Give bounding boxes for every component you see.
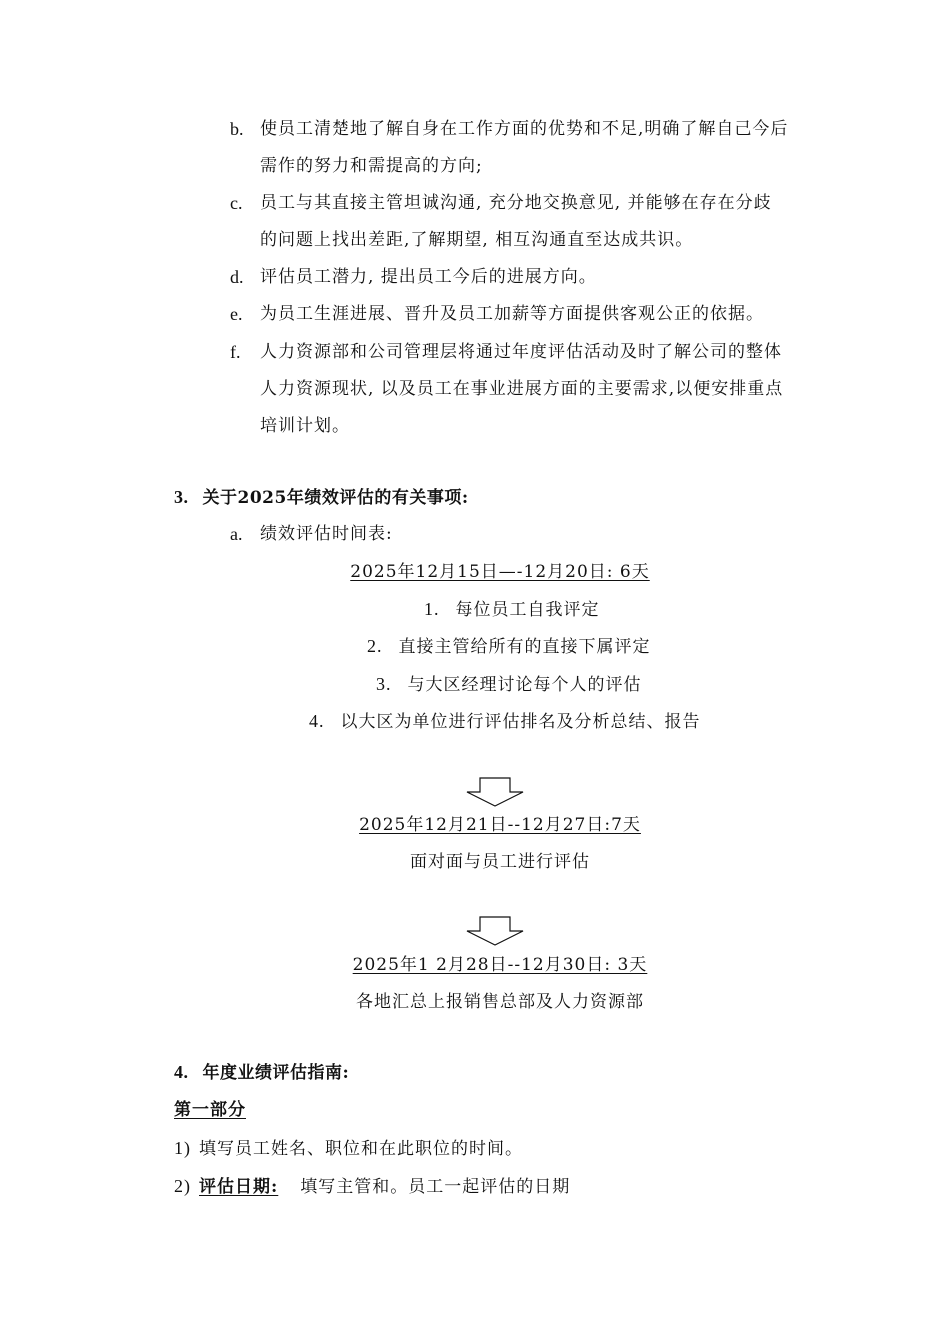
guide-item-2 xyxy=(174,1171,570,1202)
section-title: 关于2025年绩效评估的有关事项: xyxy=(202,488,469,508)
phase-date-text: 2025年12月15日—-12月20日: 6天 xyxy=(350,562,650,582)
objective-item-f xyxy=(230,334,830,445)
item-label: 评估日期: xyxy=(199,1177,279,1197)
list-marker: b. xyxy=(230,119,244,139)
list-marker: e. xyxy=(230,304,243,324)
objective-line: 人力资源现状, 以及员工在事业进展方面的主要需求,以便安排重点 xyxy=(260,379,784,399)
item-number: 2) xyxy=(174,1176,191,1196)
phase-date-text: 2025年12月21日--12月27日:7天 xyxy=(359,815,641,835)
section-number: 4. xyxy=(174,1062,189,1082)
objective-line: 使员工清楚地了解自身在工作方面的优势和不足,明确了解自己今后 xyxy=(260,119,789,139)
phase-1-date xyxy=(0,557,950,587)
step-number: 4. xyxy=(309,711,325,731)
phase-2-description xyxy=(0,847,950,877)
step-text: 以大区为单位进行评估排名及分析总结、报告 xyxy=(340,712,701,732)
phase-desc-text: 面对面与员工进行评估 xyxy=(410,852,590,872)
phase-2-date xyxy=(0,810,950,840)
phase-date-text: 2025年1 2月28日--12月30日: 3天 xyxy=(352,955,648,975)
objective-line: 评估员工潜力, 提出员工今后的进展方向。 xyxy=(260,267,597,287)
item-number: 1) xyxy=(174,1138,191,1158)
objective-line: 需作的努力和需提高的方向; xyxy=(260,156,483,176)
objective-item-c xyxy=(230,185,830,259)
item-text: 填写员工姓名、职位和在此职位的时间。 xyxy=(199,1139,523,1159)
list-marker: d. xyxy=(230,267,244,287)
item-text: 填写主管和。员工一起评估的日期 xyxy=(300,1177,571,1197)
list-marker: a. xyxy=(230,524,243,544)
section-4-heading xyxy=(174,1057,349,1088)
objective-line: 为员工生涯进展、晋升及员工加薪等方面提供客观公正的依据。 xyxy=(260,304,764,324)
part-title-text: 第一部分 xyxy=(174,1100,246,1120)
part-one-title xyxy=(174,1095,246,1125)
down-arrow-icon xyxy=(466,916,524,946)
objective-item-b xyxy=(230,111,830,185)
section-number: 3. xyxy=(174,487,189,507)
section-3-item-a xyxy=(230,516,830,553)
phase-desc-text: 各地汇总上报销售总部及人力资源部 xyxy=(356,992,644,1012)
section-3-heading xyxy=(174,482,469,513)
objective-line: 人力资源部和公司管理层将通过年度评估活动及时了解公司的整体 xyxy=(260,342,782,362)
objective-item-d xyxy=(230,259,830,296)
step-text: 与大区经理讨论每个人的评估 xyxy=(407,675,642,695)
step-number: 2. xyxy=(367,636,383,656)
step-number: 3. xyxy=(376,674,392,694)
step-number: 1. xyxy=(424,599,440,619)
objective-line: 的问题上找出差距,了解期望, 相互沟通直至达成共识。 xyxy=(260,230,694,250)
section-title: 年度业绩评估指南: xyxy=(202,1063,350,1083)
step-text: 每位员工自我评定 xyxy=(455,600,600,620)
objective-line: 培训计划。 xyxy=(260,416,350,436)
list-marker: f. xyxy=(230,342,241,362)
down-arrow-icon xyxy=(466,777,524,807)
phase-3-description xyxy=(0,987,950,1017)
item-text: 绩效评估时间表: xyxy=(260,524,393,544)
phase-1-step-3 xyxy=(376,669,642,700)
objective-item-e xyxy=(230,296,830,333)
phase-1-step-4 xyxy=(309,706,701,737)
step-text: 直接主管给所有的直接下属评定 xyxy=(398,637,651,657)
phase-1-step-1 xyxy=(424,594,600,625)
phase-1-step-2 xyxy=(367,631,651,662)
phase-3-date xyxy=(0,950,950,980)
objective-line: 员工与其直接主管坦诚沟通, 充分地交换意见, 并能够在存在分歧 xyxy=(260,193,772,213)
list-marker: c. xyxy=(230,193,243,213)
guide-item-1 xyxy=(174,1133,523,1164)
